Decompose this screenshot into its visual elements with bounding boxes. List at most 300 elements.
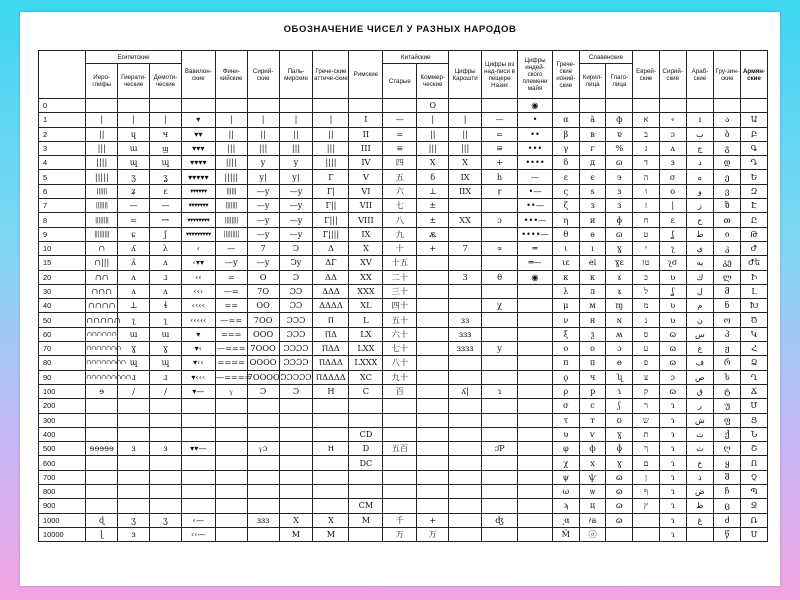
table-cell: ض — [686, 485, 714, 499]
table-cell: ▾▾▾▾▾▾▾▾ — [181, 213, 215, 227]
table-cell: |||||||| — [215, 213, 247, 227]
table-cell — [383, 499, 417, 513]
table-cell: ɿ — [659, 513, 686, 527]
table-cell: ת — [633, 427, 660, 441]
table-cell: ƆƆƆ — [279, 327, 313, 341]
table-cell: XL — [349, 299, 383, 313]
table-cell: ɸ — [606, 442, 633, 456]
row-number: 50 — [39, 313, 86, 327]
table-cell — [247, 399, 279, 413]
row-number: 5 — [39, 170, 86, 184]
table-cell — [482, 499, 518, 513]
table-cell — [417, 485, 449, 499]
table-cell: ו — [633, 184, 660, 198]
table-row — [39, 356, 768, 370]
table-cell: ο — [552, 342, 579, 356]
table-cell: კ — [714, 241, 741, 255]
table-cell: •— — [518, 184, 553, 198]
table-cell: ɜɜɜ — [247, 513, 279, 527]
row-number: 600 — [39, 456, 86, 470]
table-cell: ≡ — [383, 141, 417, 155]
table-cell: 十 — [383, 241, 417, 255]
col-hebrew: Еврей-ские — [633, 51, 660, 99]
table-cell: გ — [714, 141, 741, 155]
table-cell: ‹‹ — [181, 270, 215, 284]
table-row — [39, 313, 768, 327]
table-cell: ɰ — [150, 156, 182, 170]
table-cell: ɜɜɜ — [449, 327, 482, 341]
table-row — [39, 384, 768, 398]
table-cell: Ջ — [741, 499, 768, 513]
table-cell — [449, 399, 482, 413]
table-cell: מ — [633, 299, 660, 313]
table-cell: 7OOO — [247, 342, 279, 356]
table-cell: ق — [686, 384, 714, 398]
table-cell: 7OO — [247, 313, 279, 327]
table-cell: C — [349, 384, 383, 398]
table-cell: ɸ — [606, 213, 633, 227]
table-cell: ʅ — [659, 241, 686, 255]
table-cell: غ — [686, 513, 714, 527]
table-cell — [482, 485, 518, 499]
row-number: 60 — [39, 327, 86, 341]
table-cell: —y — [247, 213, 279, 227]
table-cell: ج — [686, 141, 714, 155]
table-cell: 百 — [383, 384, 417, 398]
table-cell: ς — [552, 184, 579, 198]
table-cell — [449, 99, 482, 113]
table-cell: ɘɘɘɘɘ — [86, 442, 118, 456]
table-cell: ɣ — [606, 427, 633, 441]
table-cell — [181, 399, 215, 413]
table-cell — [349, 399, 383, 413]
table-cell: |||| — [215, 156, 247, 170]
table-row — [39, 227, 768, 241]
table-cell — [279, 499, 313, 513]
table-cell: 7 — [449, 241, 482, 255]
table-cell — [247, 99, 279, 113]
table-cell: γ — [552, 141, 579, 155]
table-cell: ʃ — [606, 399, 633, 413]
table-cell: XX — [449, 213, 482, 227]
table-cell — [518, 299, 553, 313]
table-cell — [449, 442, 482, 456]
table-cell — [686, 99, 714, 113]
table-cell: π — [552, 356, 579, 370]
table-cell — [86, 427, 118, 441]
col-cyrillic: Кирил-лица — [579, 64, 606, 99]
table-cell — [313, 413, 349, 427]
group-slavic: Славянские — [579, 51, 632, 64]
table-cell: o — [659, 184, 686, 198]
table-cell: |||||| — [86, 184, 118, 198]
table-cell: Ծ — [741, 313, 768, 327]
table-cell: ||||| — [86, 170, 118, 184]
table-cell: + — [417, 513, 449, 527]
table-cell: | — [417, 113, 449, 127]
table-cell: Ճ — [741, 384, 768, 398]
table-cell: ɹ — [118, 370, 150, 384]
table-cell — [383, 413, 417, 427]
table-cell: ΔГ — [313, 256, 349, 270]
table-cell: ||||| — [215, 170, 247, 184]
table-cell: Թ — [741, 227, 768, 241]
table-cell: א — [633, 113, 660, 127]
table-cell: ã — [579, 113, 606, 127]
table-cell: || — [313, 127, 349, 141]
table-cell: ψ — [552, 470, 579, 484]
table-cell: ס — [633, 327, 660, 341]
table-cell: ه — [686, 170, 714, 184]
table-cell: 7OOOO — [247, 370, 279, 384]
table-cell: ط — [686, 227, 714, 241]
table-cell: Ռ — [741, 513, 768, 527]
table-cell — [313, 99, 349, 113]
table-cell: ძ — [714, 513, 741, 527]
table-row — [39, 170, 768, 184]
table-cell — [279, 470, 313, 484]
table-cell: ʆ — [659, 227, 686, 241]
table-cell: — — [518, 170, 553, 184]
table-cell: ѵ — [579, 427, 606, 441]
col-chinese-commercial: Коммер-ческие — [417, 64, 449, 99]
table-cell: •••• — [518, 156, 553, 170]
table-row — [39, 127, 768, 141]
table-cell: ღ — [714, 442, 741, 456]
table-cell: ꟷ — [150, 213, 182, 227]
row-number: 6 — [39, 184, 86, 198]
table-cell: ɿ — [659, 427, 686, 441]
table-cell: δ — [417, 170, 449, 184]
col-arabic: Араб-ские — [686, 51, 714, 99]
table-cell: — — [150, 199, 182, 213]
table-cell: ▾▾▾▾ — [181, 156, 215, 170]
table-cell: ɿ — [482, 384, 518, 398]
table-cell: ѳ — [579, 227, 606, 241]
table-cell — [417, 470, 449, 484]
table-cell: ʎ| — [449, 384, 482, 398]
table-cell: ΔΔ — [313, 270, 349, 284]
table-cell: 五百 — [383, 442, 417, 456]
table-cell: ʅ — [118, 313, 150, 327]
table-cell — [518, 427, 553, 441]
table-cell: ɵ — [606, 356, 633, 370]
table-cell — [313, 470, 349, 484]
table-cell: ı — [579, 241, 606, 255]
table-cell: ლ — [714, 270, 741, 284]
table-cell — [417, 284, 449, 298]
table-cell: д — [579, 156, 606, 170]
table-cell: Պ — [741, 485, 768, 499]
col-greek-attic: Грече-ские аттиче-ские — [313, 51, 349, 99]
table-cell: Ժե — [741, 256, 768, 270]
table-cell — [118, 499, 150, 513]
table-cell: ʍ — [606, 327, 633, 341]
table-cell — [518, 470, 553, 484]
col-roman: Римские — [349, 51, 383, 99]
table-cell: τ — [552, 413, 579, 427]
table-cell — [417, 313, 449, 327]
table-cell: к — [579, 270, 606, 284]
table-cell — [118, 413, 150, 427]
row-number: 1000 — [39, 513, 86, 527]
table-cell: —== — [215, 313, 247, 327]
row-number: 500 — [39, 442, 86, 456]
table-cell: س — [686, 327, 714, 341]
table-cell: л — [579, 284, 606, 298]
table-cell: ∩∩∩∩∩∩∩∩ — [86, 356, 118, 370]
table-cell — [518, 399, 553, 413]
table-cell: ϣ — [150, 141, 182, 155]
table-cell: XX — [349, 270, 383, 284]
table-cell: —y — [279, 213, 313, 227]
table-row — [39, 499, 768, 513]
table-cell: т — [579, 413, 606, 427]
table-cell — [86, 399, 118, 413]
table-cell — [215, 527, 247, 541]
table-cell: O — [247, 270, 279, 284]
table-cell — [482, 256, 518, 270]
table-cell: X — [417, 156, 449, 170]
table-cell: ر — [686, 399, 714, 413]
table-cell: ••— — [518, 199, 553, 213]
table-cell: Յ — [741, 413, 768, 427]
table-cell: ɜ — [150, 442, 182, 456]
table-row — [39, 284, 768, 298]
table-cell: y| — [279, 170, 313, 184]
table-cell: ▾▾▾▾▾▾▾ — [181, 199, 215, 213]
table-cell: —y — [279, 227, 313, 241]
table-cell — [313, 399, 349, 413]
table-cell: | — [279, 113, 313, 127]
table-cell — [482, 413, 518, 427]
table-cell — [449, 370, 482, 384]
table-cell: |||||||| — [86, 213, 118, 227]
table-cell — [741, 99, 768, 113]
table-cell: % — [606, 141, 633, 155]
table-cell: צ — [633, 370, 660, 384]
row-number: 10000 — [39, 527, 86, 541]
table-cell — [482, 427, 518, 441]
table-cell — [247, 456, 279, 470]
table-cell — [181, 427, 215, 441]
table-cell: ⲩɔ — [247, 442, 279, 456]
table-cell — [215, 427, 247, 441]
table-cell: M — [313, 527, 349, 541]
col-phoenician: Фини-кийские — [215, 51, 247, 99]
table-cell: X — [449, 156, 482, 170]
table-cell: —= — [215, 284, 247, 298]
table-cell — [417, 413, 449, 427]
table-cell — [417, 399, 449, 413]
table-cell — [518, 499, 553, 513]
table-cell: ѕ — [579, 184, 606, 198]
table-cell: | — [659, 199, 686, 213]
table-cell: •••— — [518, 213, 553, 227]
table-cell: χ — [552, 456, 579, 470]
table-cell — [247, 413, 279, 427]
table-cell — [518, 456, 553, 470]
table-cell: ||||||| — [215, 199, 247, 213]
table-cell: 四 — [383, 156, 417, 170]
table-cell: I — [349, 113, 383, 127]
table-cell — [417, 299, 449, 313]
table-cell: ||| — [313, 141, 349, 155]
table-cell: Լ — [741, 284, 768, 298]
table-cell: III — [349, 141, 383, 155]
table-cell: ч — [150, 127, 182, 141]
table-cell: OOOO — [247, 356, 279, 370]
table-cell: |||||| — [215, 184, 247, 198]
table-cell — [215, 442, 247, 456]
table-cell — [118, 99, 150, 113]
table-cell: ▾— — [181, 384, 215, 398]
table-cell: y| — [247, 170, 279, 184]
table-cell: ז — [633, 199, 660, 213]
table-cell: п — [579, 356, 606, 370]
table-cell — [118, 456, 150, 470]
row-number: 400 — [39, 427, 86, 441]
table-cell: Ը — [741, 213, 768, 227]
table-cell: | — [449, 113, 482, 127]
table-cell — [482, 456, 518, 470]
table-cell: —y — [279, 184, 313, 198]
table-cell: IX — [449, 170, 482, 184]
table-cell: כ — [633, 270, 660, 284]
table-cell — [686, 527, 714, 541]
table-cell: ʤ — [482, 513, 518, 527]
table-cell: = — [215, 270, 247, 284]
table-cell — [247, 470, 279, 484]
table-cell: ==== — [215, 356, 247, 370]
table-cell: ɖ — [86, 513, 118, 527]
table-cell: ΔΔΔ — [313, 284, 349, 298]
table-cell: β — [552, 127, 579, 141]
table-cell: მ — [714, 284, 741, 298]
table-cell: LXXX — [349, 356, 383, 370]
table-row — [39, 199, 768, 213]
table-cell: ע — [633, 342, 660, 356]
table-cell: y — [247, 156, 279, 170]
table-cell: ɹ — [150, 370, 182, 384]
table-cell: = — [383, 127, 417, 141]
table-cell: ʎ — [118, 241, 150, 255]
table-cell: Մ — [741, 399, 768, 413]
table-cell: Г — [313, 170, 349, 184]
col-syriac: Сирий-ские — [659, 51, 686, 99]
table-cell: טו — [633, 256, 660, 270]
table-cell: ⲩ — [215, 384, 247, 398]
table-cell: 八十 — [383, 356, 417, 370]
table-cell — [449, 256, 482, 270]
table-cell — [215, 499, 247, 513]
table-cell: ʅσ — [659, 256, 686, 270]
table-cell: Δ — [313, 241, 349, 255]
table-cell: ם — [633, 456, 660, 470]
table-cell: в — [579, 127, 606, 141]
table-cell — [150, 470, 182, 484]
table-cell — [449, 527, 482, 541]
table-cell: ذ — [686, 470, 714, 484]
table-row — [39, 485, 768, 499]
row-number: 90 — [39, 370, 86, 384]
table-cell: = — [482, 127, 518, 141]
table-cell: ʋ — [659, 313, 686, 327]
col-palmyrene: Паль-мирские — [279, 51, 313, 99]
table-cell: | — [118, 113, 150, 127]
col-hieratic: Гиерати-ческие — [118, 64, 150, 99]
table-cell: Ս — [741, 527, 768, 541]
table-cell: Չ — [741, 470, 768, 484]
table-cell: M — [349, 513, 383, 527]
table-cell: ▾‹‹ — [181, 356, 215, 370]
table-cell: ʌ — [659, 141, 686, 155]
table-cell: ט — [633, 227, 660, 241]
table-cell: ρ — [552, 384, 579, 398]
table-cell — [181, 456, 215, 470]
col-georgian: Гру-зин-ские — [714, 51, 741, 99]
table-cell: IV — [349, 156, 383, 170]
table-cell: შ — [714, 470, 741, 484]
table-cell: 7 — [247, 241, 279, 255]
table-cell: Г|| — [313, 199, 349, 213]
table-row — [39, 527, 768, 541]
table-cell: з — [579, 199, 606, 213]
table-cell: ɣ — [606, 241, 633, 255]
table-cell: ɔ — [659, 370, 686, 384]
table-cell — [383, 456, 417, 470]
table-cell — [449, 499, 482, 513]
table-cell: ei — [579, 256, 606, 270]
table-cell — [383, 399, 417, 413]
table-cell: α — [552, 113, 579, 127]
table-cell — [86, 470, 118, 484]
table-cell: ბ — [714, 127, 741, 141]
table-row — [39, 256, 768, 270]
table-cell: ◉ — [518, 270, 553, 284]
row-number: 1 — [39, 113, 86, 127]
table-cell: ••• — [518, 141, 553, 155]
table-cell: ц — [579, 499, 606, 513]
table-cell — [86, 485, 118, 499]
table-cell: / — [150, 384, 182, 398]
table-cell: р — [579, 384, 606, 398]
table-cell: M — [279, 527, 313, 541]
table-cell: 二十 — [383, 270, 417, 284]
table-cell: ר — [633, 399, 660, 413]
table-cell — [118, 427, 150, 441]
table-cell: ŗ — [482, 184, 518, 198]
row-number: 40 — [39, 299, 86, 313]
table-cell: о — [579, 342, 606, 356]
table-cell: ▾▾▾▾▾ — [181, 170, 215, 184]
table-cell — [482, 356, 518, 370]
table-cell — [86, 99, 118, 113]
table-row — [39, 327, 768, 341]
table-cell: ═— — [518, 256, 553, 270]
table-cell: ‹— — [181, 513, 215, 527]
table-cell — [86, 456, 118, 470]
table-cell: ן — [633, 470, 660, 484]
table-cell — [518, 370, 553, 384]
table-cell: VII — [349, 199, 383, 213]
table-cell: ɹ — [150, 270, 182, 284]
table-cell: == — [215, 299, 247, 313]
table-cell — [279, 99, 313, 113]
table-cell — [449, 513, 482, 527]
table-cell: ⲠΔΔ — [313, 342, 349, 356]
table-cell: ɜ — [118, 442, 150, 456]
